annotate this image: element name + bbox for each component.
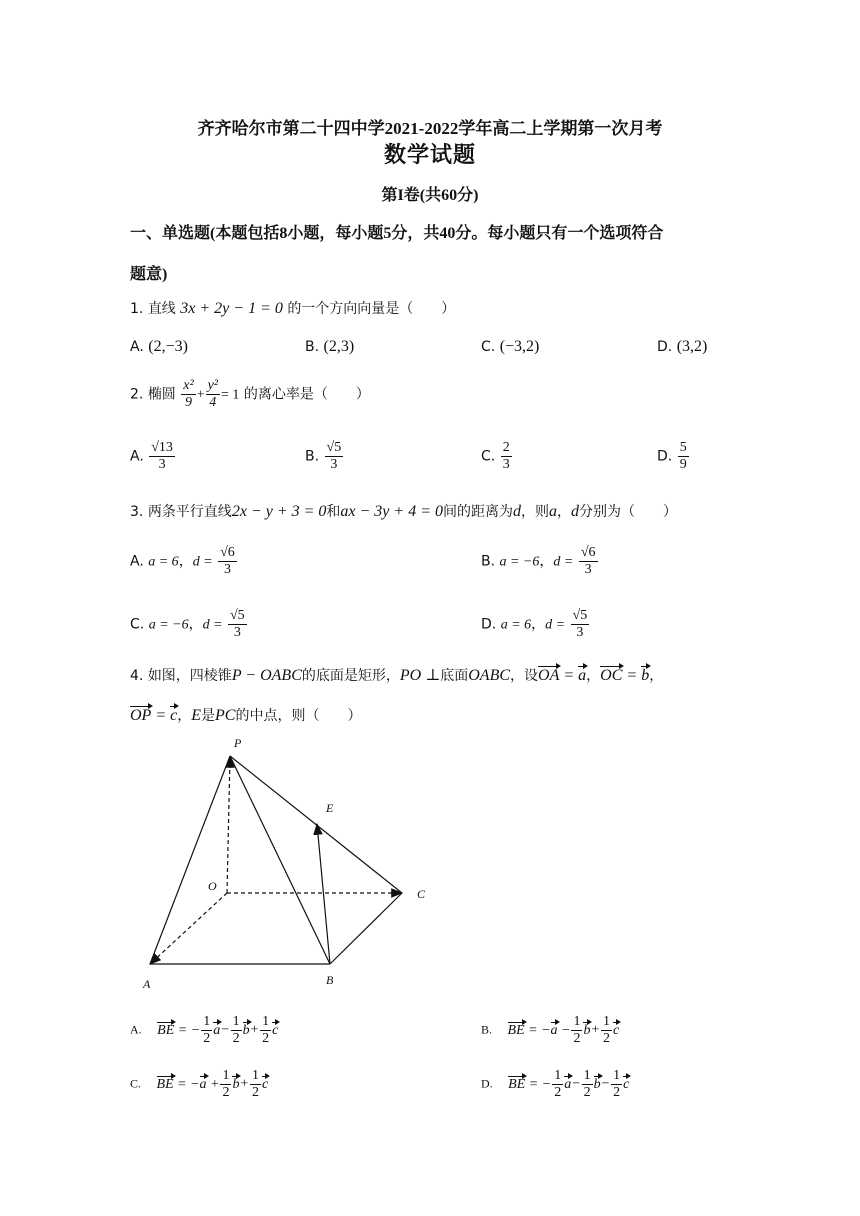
option-a-value: a = −6 <box>499 554 540 570</box>
label-e: E <box>326 801 334 815</box>
option-label: C. <box>130 1076 142 1091</box>
option-2a[interactable] <box>130 440 176 473</box>
option-label: D. <box>657 448 673 465</box>
base-name: OABC <box>468 667 511 684</box>
option-3a[interactable]: A. a = 6，d = $\frac{√6}{3}$ <box>130 545 235 577</box>
option-a-value: a = 6 <box>148 554 179 570</box>
question-number: 4. <box>130 668 144 684</box>
question-text: ， <box>177 708 192 724</box>
ellipse-x-term: $\frac{\text{x²}}{9}$ <box>183 378 194 410</box>
option-1a[interactable] <box>130 338 188 356</box>
option-1c[interactable] <box>481 338 539 356</box>
option-4b[interactable]: B. BE = −a − $\frac{1}{2}$ b+ $\frac{1}{2}$ c <box>481 1014 620 1046</box>
option-fraction: $\frac{2}{3}$ <box>502 440 510 472</box>
label-o: O <box>208 879 217 893</box>
point-e: E <box>191 707 202 724</box>
question-text: 如图，四棱锥 <box>147 668 232 684</box>
option-a-value: a = −6 <box>148 617 189 633</box>
pyramid-figure <box>130 728 440 993</box>
label-a: A <box>143 977 151 991</box>
edge-po-hidden <box>227 756 230 893</box>
option-4a[interactable]: A. BE = − $\frac{1}{2}$ a− $\frac{1}{2}$ b+ $\frac{1}{2}$ c <box>130 1014 279 1046</box>
var-d: d <box>571 503 579 520</box>
question-3 <box>130 501 677 521</box>
edge-pb <box>230 756 330 964</box>
question-number: 1. <box>130 301 144 317</box>
segment-pc: PC <box>215 707 236 724</box>
vector-oc: OC = b <box>600 667 650 684</box>
question-text: ，设 <box>510 668 539 684</box>
question-text: 椭圆 <box>147 386 176 403</box>
option-label: B. <box>305 339 320 355</box>
section-heading-line2: 题意) <box>130 266 168 283</box>
question-4-line1: 4. 如图，四棱锥P − OABC的底面是矩形，PO ⊥底面OABC，设OA = a，OC = b， <box>130 667 664 684</box>
question-text: 间的距离为 <box>443 504 513 520</box>
school-title: 齐齐哈尔市第二十四中学2021-2022学年高二上学期第一次月考 <box>197 119 663 138</box>
option-a-value: a = 6 <box>500 617 532 633</box>
var-a: a <box>549 503 557 520</box>
option-fraction: $\frac{√5}{3}$ <box>230 608 245 640</box>
option-3c[interactable]: C. a = −6，d = $\frac{√5}{3}$ <box>130 608 245 640</box>
question-text: 底面 <box>440 668 469 684</box>
option-label: D. <box>481 616 497 633</box>
vector-be <box>317 824 330 964</box>
option-label: D. <box>481 1076 493 1091</box>
question-text: 和 <box>326 504 341 520</box>
label-c: C <box>417 887 426 901</box>
option-3d[interactable]: D. a = 6，d = $\frac{√5}{3}$ <box>481 608 588 640</box>
pyramid-name: P − OABC <box>231 667 302 684</box>
equation-1: 2x − y + 3 = 0 <box>231 503 327 520</box>
option-value: (2,3) <box>323 338 355 355</box>
option-fraction: $\frac{√6}{3}$ <box>220 545 235 577</box>
volume-title: 第I卷(共60分) <box>381 187 479 204</box>
option-fraction: $\frac{√5}{3}$ <box>326 440 342 472</box>
option-label: C. <box>481 448 496 465</box>
question-text: ，则 <box>521 504 549 520</box>
vector-op: OP = c <box>130 707 178 724</box>
question-2: 2. 椭圆 $\frac{\text{x²}}{9}$ + $\frac{\text{y²}}{4}$ = 1 的离心率是（ ） <box>130 378 370 410</box>
label-b: B <box>326 973 334 987</box>
question-text: 的底面是矩形， <box>301 668 400 684</box>
question-text: 是 <box>201 708 216 724</box>
option-label: C. <box>130 616 145 633</box>
section-heading-line1: 一、单选题(本题包括8小题，每小题5分，共40分。每小题只有一个选项符合 <box>130 225 664 242</box>
var-d: d <box>513 503 521 520</box>
question-text: 的离心率是（ ） <box>243 386 370 403</box>
question-number: 2. <box>130 386 144 403</box>
equation-2: ax − 3y + 4 = 0 <box>340 503 443 520</box>
subject-title: 数学试题 <box>383 142 476 167</box>
question-text: ， <box>557 504 571 520</box>
option-fraction: $\frac{√5}{3}$ <box>572 608 588 640</box>
label-p: P <box>234 736 242 750</box>
option-fraction: $\frac{5}{9}$ <box>679 440 687 472</box>
option-label: A. <box>130 339 144 355</box>
option-label: B. <box>481 1022 493 1037</box>
option-label: B. <box>305 448 320 465</box>
equation: 3x + 2y − 1 = 0 <box>180 300 283 317</box>
option-label: A. <box>130 448 144 465</box>
option-fraction: $\frac{√13}{3}$ <box>151 440 173 472</box>
option-2b[interactable] <box>305 440 344 473</box>
edge-bc <box>330 893 402 964</box>
vector-oa: OA = a <box>538 667 587 684</box>
option-value: (2,−3) <box>148 338 188 355</box>
question-4-line2 <box>130 705 361 725</box>
option-4c[interactable]: C. BE = −a + $\frac{1}{2}$ b+ $\frac{1}{2}$ c <box>130 1068 269 1100</box>
option-2d[interactable] <box>657 440 690 473</box>
question-number: 3. <box>130 504 144 520</box>
option-2c[interactable] <box>481 440 513 473</box>
edge-pa <box>150 756 230 964</box>
question-text: 直线 <box>147 301 176 317</box>
option-fraction: $\frac{√6}{3}$ <box>580 545 596 577</box>
question-text: 两条平行直线 <box>147 504 232 520</box>
question-1 <box>130 298 455 318</box>
option-value: (3,2) <box>676 338 708 355</box>
option-label: B. <box>481 553 496 570</box>
option-3b[interactable]: B. a = −6，d = $\frac{√6}{3}$ <box>481 545 596 577</box>
question-text: 的一个方向向量是（ ） <box>287 301 456 317</box>
question-text: 的中点，则（ ） <box>235 708 362 724</box>
option-label: A. <box>130 553 144 570</box>
option-1d[interactable] <box>657 338 707 356</box>
question-text: 分别为（ ） <box>579 504 677 520</box>
perp-expr: PO ⊥ <box>399 667 441 684</box>
option-4d[interactable]: D. BE = − $\frac{1}{2}$ a− $\frac{1}{2}$ b− $\frac{1}{2}$ c <box>481 1068 630 1100</box>
option-1b[interactable] <box>305 338 354 356</box>
option-label: C. <box>481 339 496 355</box>
option-label: D. <box>657 339 673 355</box>
option-value: (−3,2) <box>499 338 540 355</box>
edge-oa-hidden <box>150 893 227 964</box>
ellipse-y-term: $\frac{\text{y²}}{4}$ <box>207 378 219 410</box>
edge-pc <box>230 756 402 893</box>
option-label: A. <box>130 1022 142 1037</box>
